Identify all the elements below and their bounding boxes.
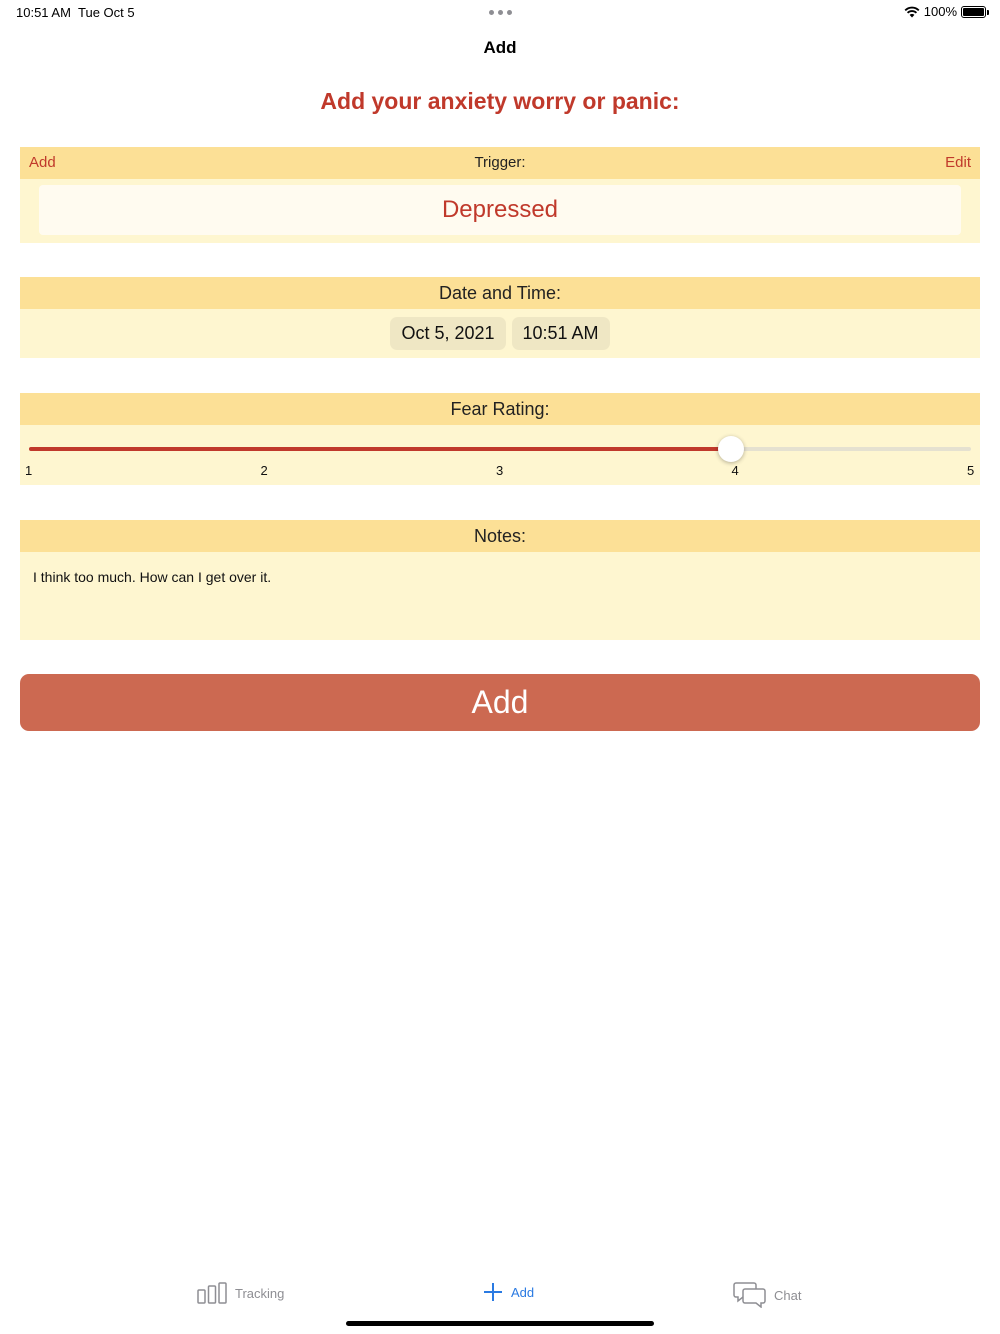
bar-chart-icon [197,1282,227,1304]
date-time-title: Date and Time: [20,277,980,309]
plus-icon [483,1282,503,1302]
tick-label-4: 4 [731,463,739,478]
status-bar [0,0,1000,26]
fear-rating-title: Fear Rating: [20,393,980,425]
time-picker-button[interactable]: 10:51 AM [512,317,610,350]
notes-section [20,520,980,640]
date-picker-button[interactable]: Oct 5, 2021 [390,317,505,350]
tick-label-3: 3 [496,463,504,478]
tab-chat[interactable] [733,1282,801,1308]
tab-add[interactable] [483,1282,534,1302]
multitasking-dots-icon[interactable] [489,10,512,15]
status-date: Tue Oct 5 [78,5,135,20]
tab-tracking-label: Tracking [235,1285,285,1301]
tick-label-5: 5 [967,463,975,478]
nav-title: Add [483,38,517,57]
trigger-header [20,147,980,179]
slider-fill [29,447,731,451]
home-indicator [346,1321,654,1326]
tab-bar [0,1270,1000,1320]
tab-add-label: Add [511,1284,535,1300]
battery-icon [961,6,986,18]
edit-trigger-button[interactable]: Edit [945,154,971,171]
notes-title: Notes: [20,520,980,552]
tick-label-1: 1 [25,463,33,478]
notes-textarea[interactable]: I think too much. How can I get over it. [33,569,272,585]
chat-bubbles-icon [733,1282,766,1308]
tick-label-2: 2 [260,463,268,478]
tab-chat-label: Chat [774,1287,802,1303]
add-entry-button[interactable]: Add [20,674,980,731]
add-trigger-button[interactable]: Add [29,154,56,171]
status-time: 10:51 AM [16,5,71,20]
trigger-picker[interactable]: Depressed [39,185,961,235]
slider-thumb[interactable] [718,436,744,462]
trigger-title: Trigger: [474,154,526,171]
date-time-row [20,317,980,350]
wifi-icon [904,6,920,18]
battery-percent: 100% [923,4,957,19]
fear-rating-section [20,393,980,485]
page-heading: Add your anxiety worry or panic: [320,88,680,114]
fear-rating-slider[interactable] [29,447,971,451]
trigger-section [20,147,980,243]
tab-tracking[interactable] [197,1282,284,1304]
date-time-section [20,277,980,358]
status-right [904,4,986,19]
